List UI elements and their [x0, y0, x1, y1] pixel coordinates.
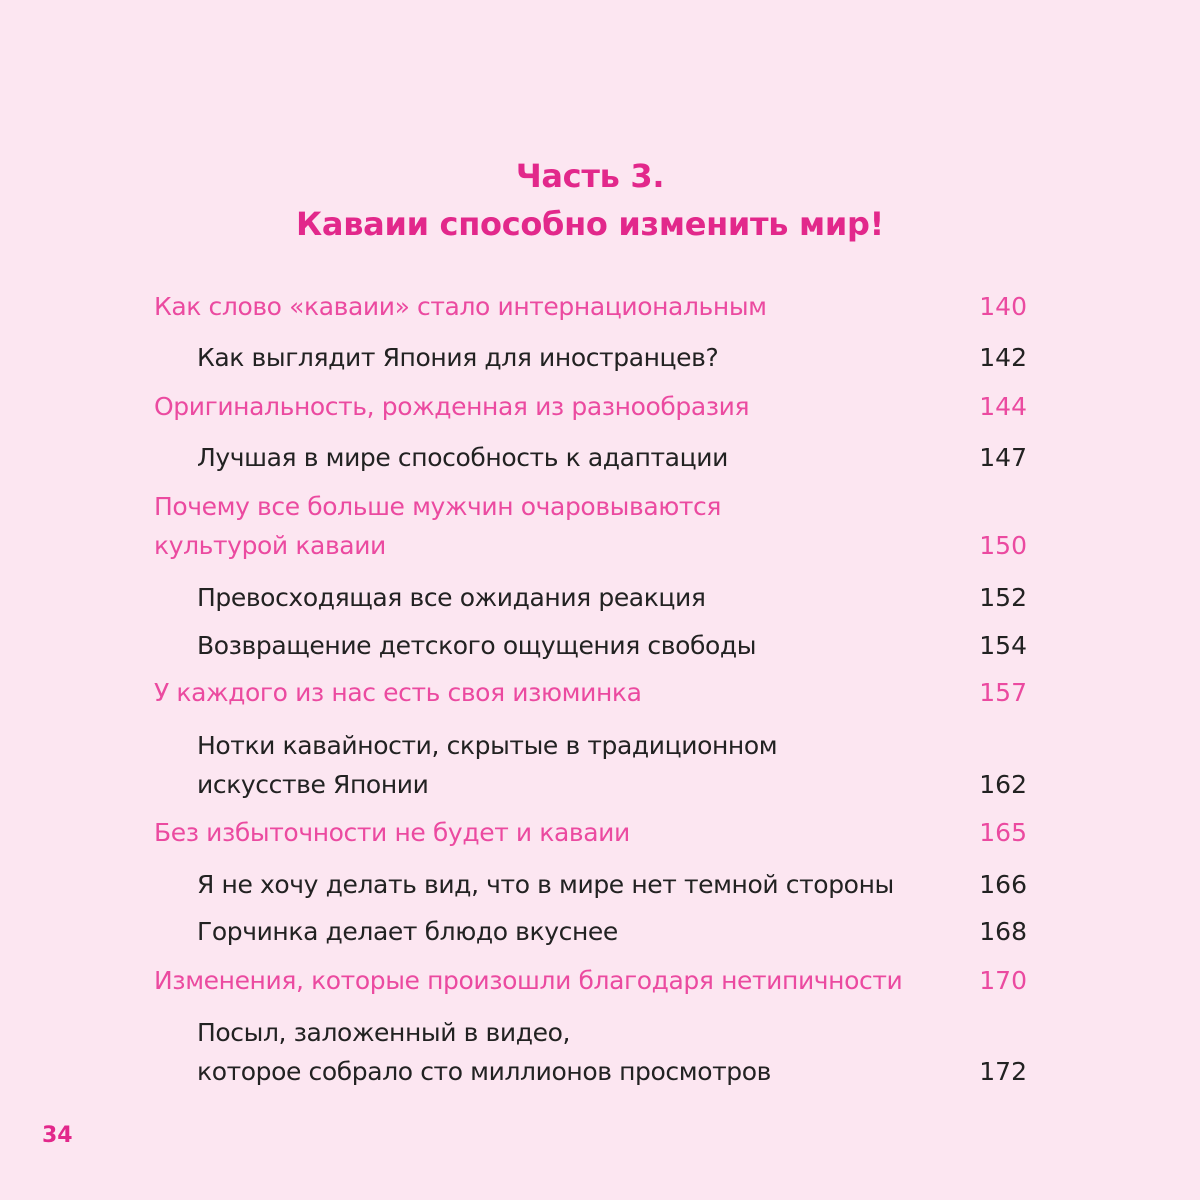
toc-entry-page: 170: [979, 966, 1027, 995]
toc-entry-title-line: Нотки кавайности, скрытые в традиционном: [197, 731, 778, 760]
toc-entry-page: 165: [979, 818, 1027, 847]
toc-entry-title: [197, 912, 1027, 951]
page-number: 34: [42, 1123, 73, 1148]
toc-section-entry[interactable]: [197, 912, 1027, 951]
toc-entry-page: 168: [979, 917, 1027, 946]
toc-entry-title-line: Я не хочу делать вид, что в мире нет темной стороны: [197, 870, 894, 899]
toc-entry-title: [154, 287, 1027, 326]
toc-entry-title: [154, 813, 1027, 852]
toc-entry-title-line: которое собрало сто миллионов просмотров: [197, 1057, 771, 1086]
toc-entry-title-line: культурой каваии: [154, 531, 386, 560]
toc-section-entry[interactable]: [197, 338, 1027, 377]
toc-entry-title-line: искусстве Японии: [197, 770, 429, 799]
toc-entry-title: [197, 338, 1027, 377]
toc-entry-title-line: Горчинка делает блюдо вкуснее: [197, 917, 618, 946]
toc-entry-page: 166: [979, 870, 1027, 899]
toc-entry-title: [154, 961, 1027, 1000]
toc-chapter-entry[interactable]: [154, 487, 1027, 565]
toc-entry-title-line: Как слово «каваии» стало интернациональным: [154, 292, 767, 321]
toc-entry-title: [154, 487, 1027, 565]
toc-entry-title: [197, 726, 1027, 804]
toc-section-entry[interactable]: [197, 865, 1027, 904]
toc-entry-title: [154, 673, 1027, 712]
part-number: Часть 3.: [515, 157, 665, 195]
toc-entry-title-line: У каждого из нас есть своя изюминка: [154, 678, 642, 707]
toc-entry-title: [197, 578, 1027, 617]
toc-entry-title: [197, 1013, 1027, 1091]
toc-entry-title-line: Как выглядит Япония для иностранцев?: [197, 343, 719, 372]
toc-entry-title-line: Без избыточности не будет и каваии: [154, 818, 630, 847]
toc-chapter-entry[interactable]: [154, 813, 1027, 852]
toc-entry-title-line: Изменения, которые произошли благодаря нетипичности: [154, 966, 903, 995]
toc-chapter-entry[interactable]: [154, 961, 1027, 1000]
toc-entry-page: 154: [979, 631, 1027, 660]
toc-section-entry[interactable]: [197, 438, 1027, 477]
toc-entry-title-line: Возвращение детского ощущения свободы: [197, 631, 757, 660]
toc-section-entry[interactable]: [197, 1013, 1027, 1091]
toc-entry-title-line: Лучшая в мире способность к адаптации: [197, 443, 728, 472]
toc-section-entry[interactable]: [197, 626, 1027, 665]
toc-entry-page: 152: [979, 583, 1027, 612]
toc-entry-title: [197, 626, 1027, 665]
toc-entry-page: 147: [979, 443, 1027, 472]
toc-section-entry[interactable]: [197, 726, 1027, 804]
toc-chapter-entry[interactable]: [154, 387, 1027, 426]
toc-entry-page: 172: [979, 1057, 1027, 1086]
toc-entry-title-line: Превосходящая все ожидания реакция: [197, 583, 706, 612]
toc-entry-title-line: Почему все больше мужчин очаровываются: [154, 492, 722, 521]
toc-chapter-entry[interactable]: [154, 673, 1027, 712]
toc-entry-page: 140: [979, 292, 1027, 321]
toc-entry-page: 142: [979, 343, 1027, 372]
toc-entry-page: 162: [979, 770, 1027, 799]
toc-entry-page: 157: [979, 678, 1027, 707]
part-title: Каваии способно изменить мир!: [296, 205, 884, 243]
toc-entry-title-line: Оригинальность, рожденная из разнообразия: [154, 392, 750, 421]
toc-entry-page: 144: [979, 392, 1027, 421]
toc-entry-title-line: Посыл, заложенный в видео,: [197, 1018, 571, 1047]
toc-chapter-entry[interactable]: [154, 287, 1027, 326]
toc-entry-page: 150: [979, 531, 1027, 560]
toc-entry-title: [197, 438, 1027, 477]
toc-entry-title: [154, 387, 1027, 426]
toc-section-entry[interactable]: [197, 578, 1027, 617]
toc-entry-title: [197, 865, 1027, 904]
